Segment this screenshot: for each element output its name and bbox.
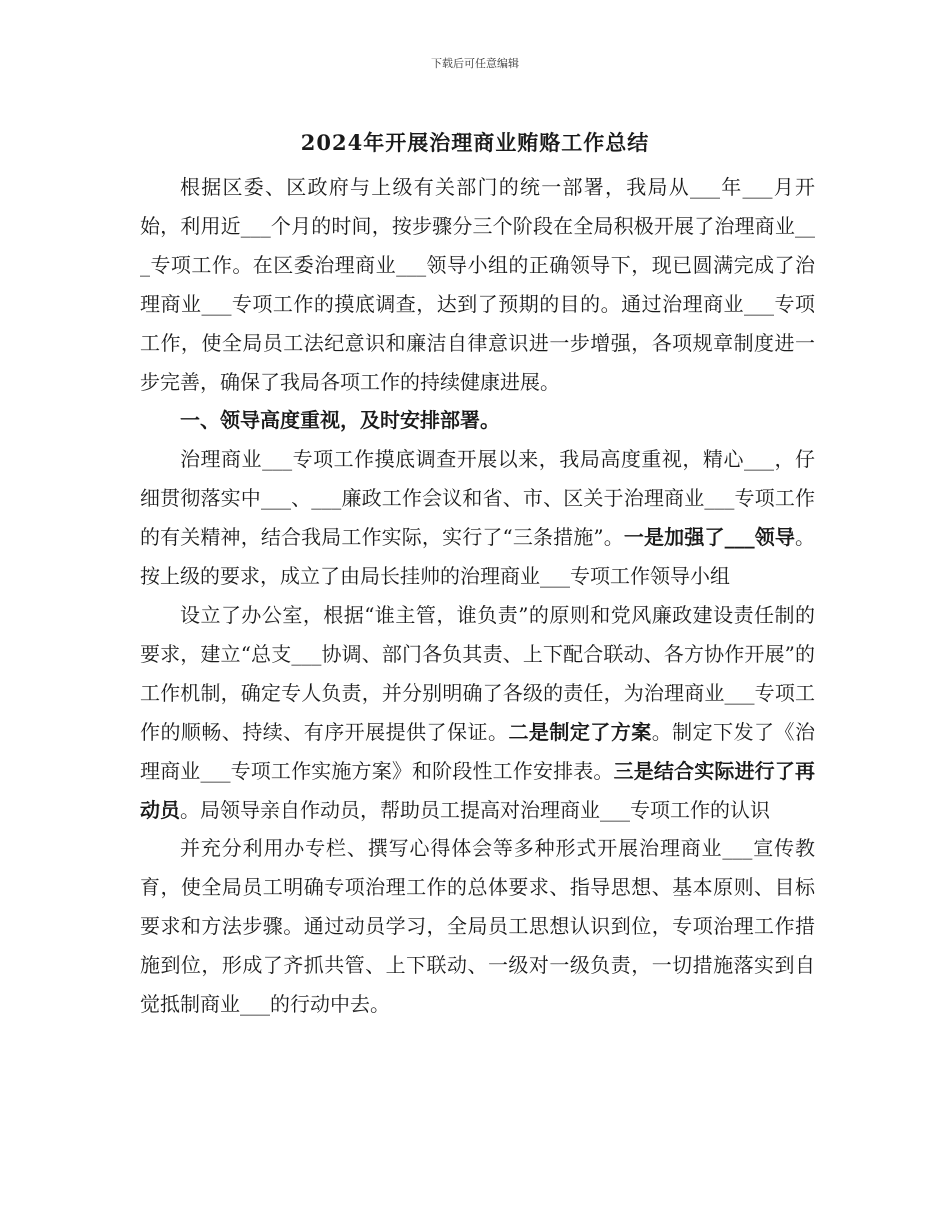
text-run: 治理商业___专项工作摸底调查开展以来，我局高度重视，精心___，仔细贯彻落实中___、___廉政工作会议和省、市、区关于治理商业___专项工作的有关精神，结合我局工作实际，实行了“三条措施”。 (140, 447, 815, 550)
paragraph-measures (140, 440, 815, 596)
text-run: 。局领导亲自作动员，帮助员工提高对治理商业___专项工作的认识 (180, 797, 770, 822)
document-title: 2024年开展治理商业贿赂工作总结 (300, 130, 650, 155)
document-body (140, 168, 815, 1024)
text-run: 设立了办公室，根据“谁主管，谁负责”的原则和党风廉政建设责任制的要求，建立“总支___协调、部门各负其责、上下配合联动、各方协作开展”的工作机制，确定专人负责，并分别明确了各级的责任，为治理商业___专项工作的顺畅、持续、有序开展提供了保证。 (140, 602, 815, 744)
paragraph-office (140, 596, 815, 829)
bold-run-measure-2: 二是制定了方案 (508, 719, 652, 744)
page-header-note: 下载后可任意编辑 (431, 57, 519, 70)
text-run: 根据区委、区政府与上级有关部门的统一部署，我局从___年___月开始，利用近___个月的时间，按步骤分三个阶段在全局积极开展了治理商业___专项工作。在区委治理商业___领导小组的正确领导下，现已圆满完成了治理商业___专项工作的摸底调查，达到了预期的目的。通过治理商业___专项工作，使全局员工法纪意识和廉洁自律意识进一步增强，各项规章制度进一步完善，确保了我局各项工作的持续健康进展。 (140, 175, 815, 394)
text-run: 。制定下发了《治理商业___专项工作实施方案》和阶段性工作安排表。 (140, 719, 815, 783)
text-run: 。按上级的要求，成立了由局长挂帅的治理商业___专项工作领导小组 (140, 525, 816, 589)
text-run: 并充分利用办专栏、撰写心得体会等多种形式开展治理商业___宣传教育，使全局员工明确专项治理工作的总体要求、指导思想、基本原则、目标要求和方法步骤。通过动员学习，全局员工思想认识到位，专项治理工作措施到位，形成了齐抓共管、上下联动、一级对一级负责，一切措施落实到自觉抵制商业___的行动中去。 (140, 836, 815, 1017)
section-heading-1 (140, 401, 815, 440)
section-heading-text: 一、领导高度重视，及时安排部署。 (180, 408, 500, 433)
paragraph-intro (140, 168, 815, 401)
paragraph-publicity (140, 829, 815, 1024)
bold-run-measure-1: 一是加强了___领导 (623, 525, 796, 550)
bold-run-measure-3: 三是结合实际进行了再动员 (140, 758, 815, 822)
